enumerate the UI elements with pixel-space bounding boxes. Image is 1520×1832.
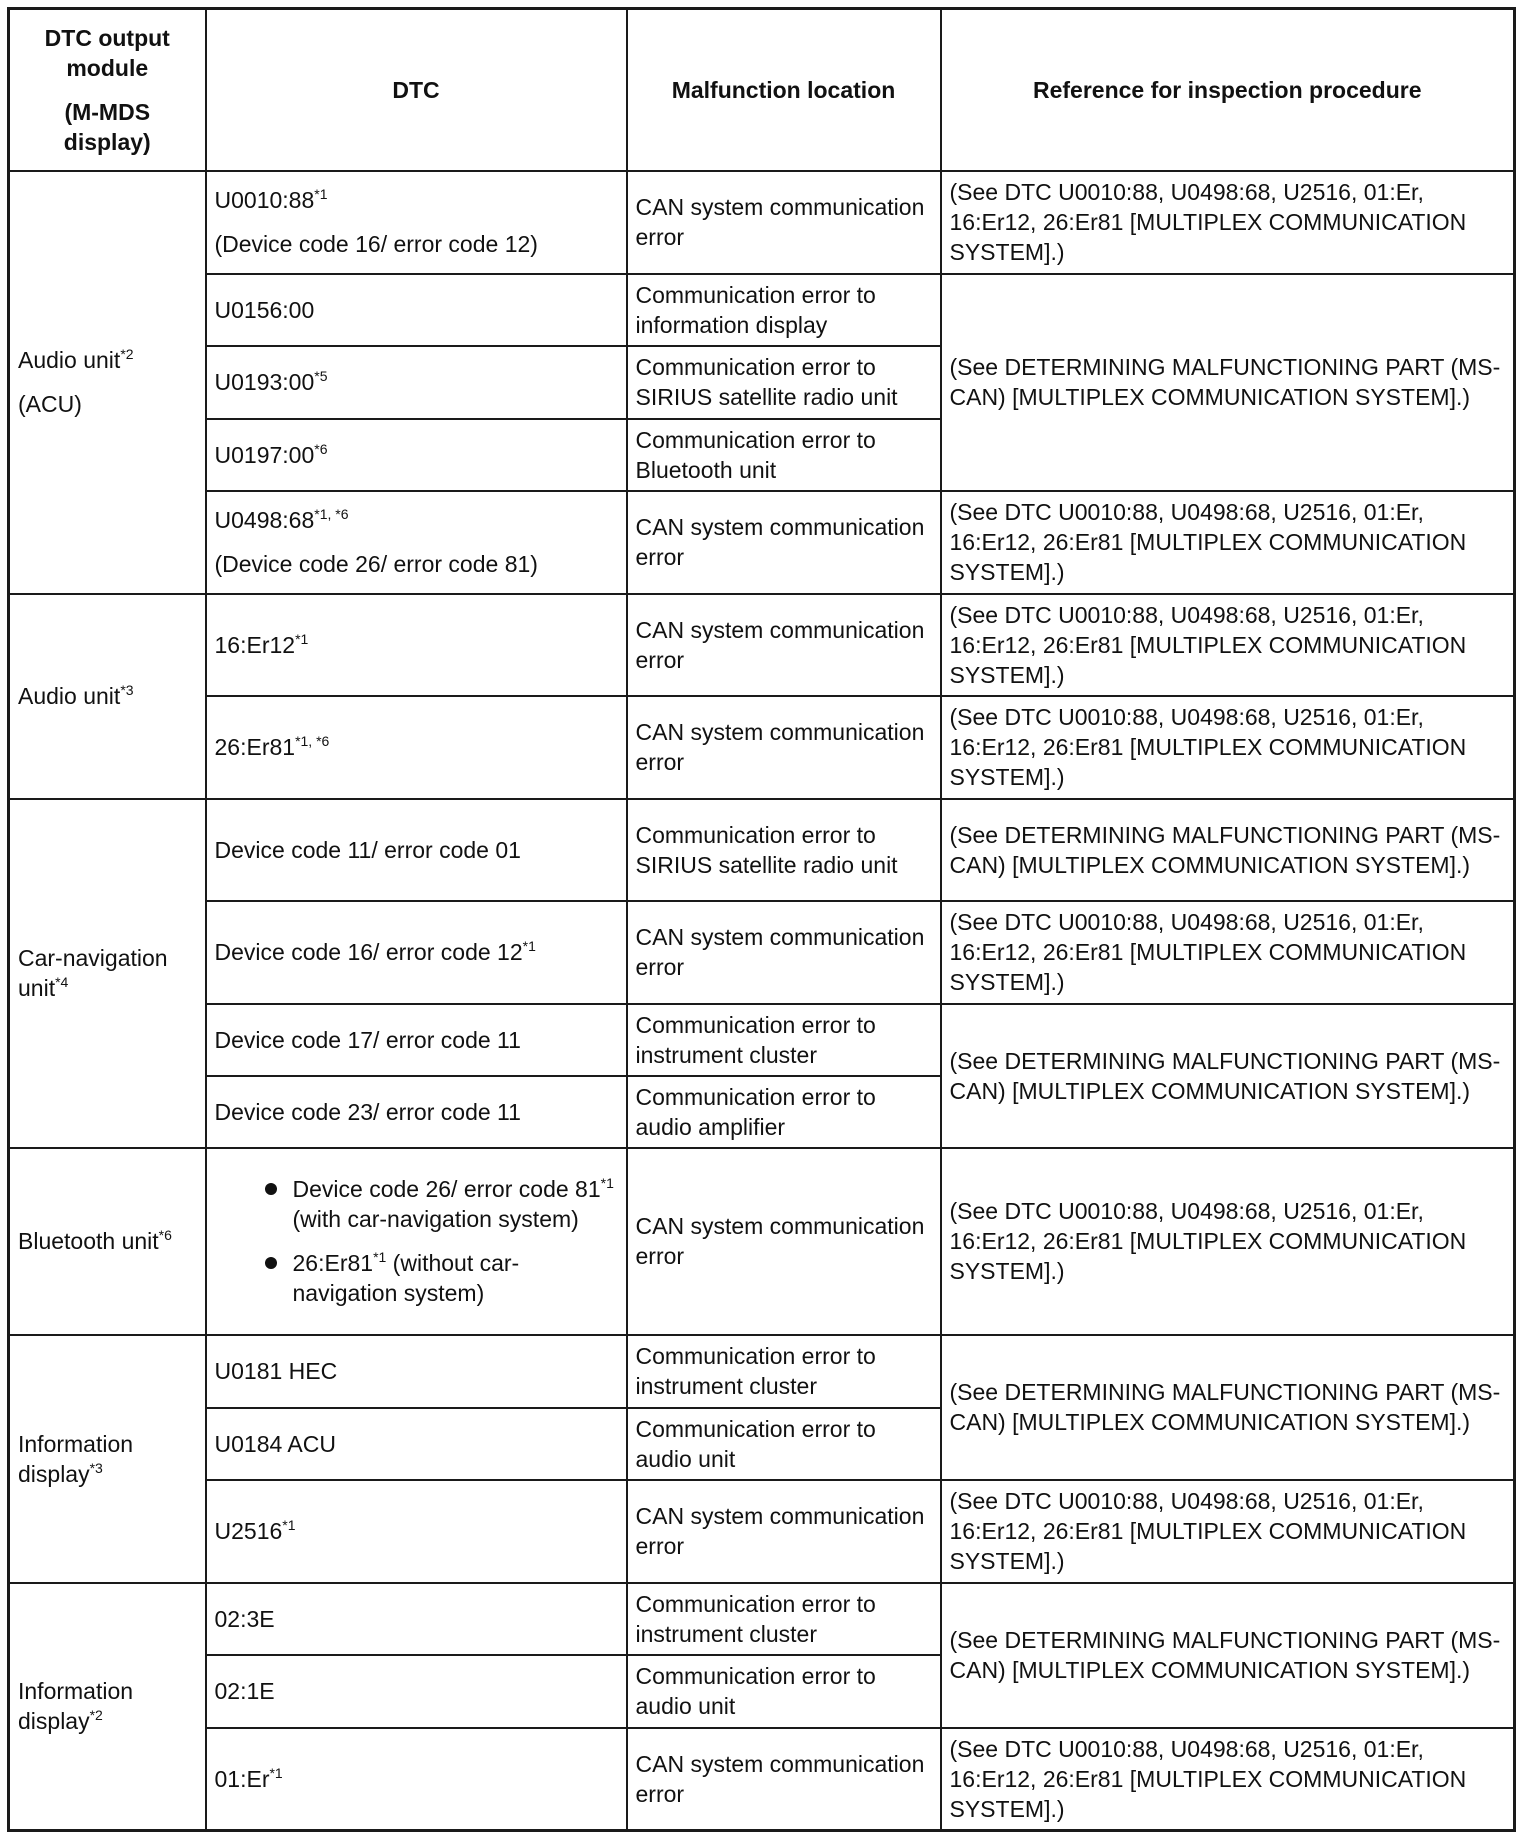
location-cell: Communication error to SIRIUS satellite radio unit <box>627 346 941 419</box>
module-cell <box>9 1583 206 1831</box>
dtc-code: Device code 23/ error code 11 <box>214 1098 521 1125</box>
dtc-code: U0498:68 <box>214 507 315 533</box>
location-cell: Communication error to audio amplifier <box>627 1076 941 1148</box>
dtc-cell <box>206 901 627 1004</box>
dtc-bullet-list <box>215 1174 618 1308</box>
reference-cell: (See DTC U0010:88, U0498:68, U2516, 01:Er, 16:Er12, 26:Er81 [MULTIPLEX COMMUNICATION SYSTEM].) <box>941 901 1515 1004</box>
dtc-code: Device code 11/ error code 01 <box>214 836 521 863</box>
table-row <box>9 274 1515 346</box>
table-row <box>9 1480 1515 1583</box>
module-subtitle: (ACU) <box>18 391 82 417</box>
dtc-code: Device code 16/ error code 12 <box>214 939 523 965</box>
dtc-subtext: (Device code 16/ error code 12) <box>214 231 538 257</box>
location-cell: Communication error to instrument cluster <box>627 1335 941 1408</box>
location-cell: CAN system communication error <box>627 594 941 696</box>
dtc-cell <box>206 1583 627 1655</box>
dtc-condition: (without car-navigation system) <box>292 1250 520 1306</box>
dtc-code: U2516 <box>214 1518 283 1544</box>
location-cell: Communication error to instrument cluster <box>627 1583 941 1655</box>
table-row <box>9 1004 1515 1076</box>
location-cell: CAN system communication error <box>627 901 941 1004</box>
reference-cell: (See DETERMINING MALFUNCTIONING PART (MS-CAN) [MULTIPLEX COMMUNICATION SYSTEM].) <box>941 274 1515 491</box>
module-name: Bluetooth unit <box>18 1228 159 1254</box>
module-cell <box>9 594 206 799</box>
dtc-code: U0156:00 <box>214 296 315 323</box>
dtc-note: *5 <box>314 368 328 384</box>
header-row <box>9 9 1515 171</box>
dtc-note: *1 <box>314 186 328 202</box>
dtc-cell <box>206 1728 627 1831</box>
dtc-cell <box>206 1004 627 1076</box>
table-row <box>9 1148 1515 1335</box>
dtc-code: 01:Er <box>214 1765 270 1792</box>
dtc-code: U0184 ACU <box>214 1430 336 1457</box>
dtc-cell <box>206 274 627 346</box>
table-row <box>9 594 1515 696</box>
dtc-code: U0197:00 <box>214 441 315 468</box>
dtc-cell <box>206 594 627 696</box>
reference-cell: (See DTC U0010:88, U0498:68, U2516, 01:Er, 16:Er12, 26:Er81 [MULTIPLEX COMMUNICATION SYSTEM].) <box>941 594 1515 696</box>
location-cell: CAN system communication error <box>627 696 941 799</box>
header-reference: Reference for inspection procedure <box>941 9 1515 171</box>
module-note: *6 <box>158 1227 172 1243</box>
dtc-code: 26:Er81 <box>292 1250 374 1276</box>
location-cell: CAN system communication error <box>627 171 941 274</box>
module-name: Information display <box>18 1678 134 1735</box>
header-module-line1: DTC output module <box>44 24 170 81</box>
location-cell: Communication error to audio unit <box>627 1408 941 1480</box>
header-location: Malfunction location <box>627 9 941 171</box>
dtc-code: 02:3E <box>214 1605 275 1632</box>
module-note: *3 <box>89 1459 103 1476</box>
module-name: Information display <box>18 1430 134 1487</box>
header-dtc: DTC <box>206 9 627 171</box>
location-cell: Communication error to audio unit <box>627 1655 941 1728</box>
module-note: *4 <box>55 974 69 990</box>
module-note: *2 <box>89 1707 103 1724</box>
dtc-note: *1, *6 <box>295 733 330 749</box>
dtc-cell <box>206 346 627 419</box>
dtc-note: *6 <box>314 440 328 457</box>
table-row <box>9 1583 1515 1655</box>
module-cell <box>9 799 206 1148</box>
table-row <box>9 901 1515 1004</box>
bullet-icon <box>265 1183 277 1195</box>
dtc-code: 26:Er81 <box>214 734 296 760</box>
bullet-icon <box>265 1257 277 1269</box>
dtc-note: *1 <box>522 938 536 954</box>
dtc-cell <box>206 696 627 799</box>
reference-cell: (See DETERMINING MALFUNCTIONING PART (MS-CAN) [MULTIPLEX COMMUNICATION SYSTEM].) <box>941 1335 1515 1480</box>
location-cell: Communication error to SIRIUS satellite radio unit <box>627 799 941 901</box>
dtc-subtext: (Device code 26/ error code 81) <box>214 551 538 577</box>
dtc-note: *1 <box>269 1764 283 1781</box>
dtc-code: U0010:88 <box>214 187 315 213</box>
dtc-code: 02:1E <box>214 1678 275 1704</box>
reference-cell: (See DETERMINING MALFUNCTIONING PART (MS-CAN) [MULTIPLEX COMMUNICATION SYSTEM].) <box>941 799 1515 901</box>
reference-cell: (See DETERMINING MALFUNCTIONING PART (MS-CAN) [MULTIPLEX COMMUNICATION SYSTEM].) <box>941 1583 1515 1728</box>
dtc-note: *1 <box>295 630 309 647</box>
reference-cell: (See DTC U0010:88, U0498:68, U2516, 01:Er, 16:Er12, 26:Er81 [MULTIPLEX COMMUNICATION SYSTEM].) <box>941 1728 1515 1831</box>
location-cell: CAN system communication error <box>627 1148 941 1335</box>
reference-cell: (See DTC U0010:88, U0498:68, U2516, 01:Er, 16:Er12, 26:Er81 [MULTIPLEX COMMUNICATION SYSTEM].) <box>941 491 1515 594</box>
module-cell <box>9 1335 206 1583</box>
list-item <box>215 1174 618 1234</box>
module-cell <box>9 171 206 594</box>
table-row <box>9 171 1515 274</box>
dtc-cell <box>206 799 627 901</box>
dtc-cell <box>206 1148 627 1335</box>
dtc-cell <box>206 419 627 491</box>
location-cell: CAN system communication error <box>627 1480 941 1583</box>
dtc-code: 16:Er12 <box>214 631 296 658</box>
module-name: Audio unit <box>18 347 121 373</box>
module-name: Car-navigation unit <box>18 945 168 1001</box>
dtc-cell <box>206 1408 627 1480</box>
reference-cell: (See DETERMINING MALFUNCTIONING PART (MS-CAN) [MULTIPLEX COMMUNICATION SYSTEM].) <box>941 1004 1515 1148</box>
module-note: *3 <box>120 682 134 698</box>
dtc-code: U0193:00 <box>214 369 315 395</box>
location-cell: Communication error to Bluetooth unit <box>627 419 941 491</box>
dtc-cell <box>206 491 627 594</box>
location-cell: Communication error to information display <box>627 274 941 346</box>
dtc-note: *1 <box>373 1249 387 1265</box>
dtc-code: Device code 17/ error code 11 <box>214 1026 521 1053</box>
module-note: *2 <box>120 346 134 362</box>
header-module <box>9 9 206 171</box>
dtc-note: *1 <box>282 1517 296 1533</box>
location-cell: Communication error to instrument cluster <box>627 1004 941 1076</box>
reference-cell: (See DTC U0010:88, U0498:68, U2516, 01:Er, 16:Er12, 26:Er81 [MULTIPLEX COMMUNICATION SYSTEM].) <box>941 696 1515 799</box>
list-item <box>215 1248 618 1308</box>
reference-cell: (See DTC U0010:88, U0498:68, U2516, 01:Er, 16:Er12, 26:Er81 [MULTIPLEX COMMUNICATION SYSTEM].) <box>941 1148 1515 1335</box>
table-row <box>9 491 1515 594</box>
module-cell <box>9 1148 206 1335</box>
location-cell: CAN system communication error <box>627 491 941 594</box>
dtc-code: Device code 26/ error code 81 <box>292 1176 601 1202</box>
header-module-line2: (M-MDS display) <box>63 98 151 155</box>
location-cell: CAN system communication error <box>627 1728 941 1831</box>
dtc-note: *1 <box>600 1175 614 1191</box>
reference-cell: (See DTC U0010:88, U0498:68, U2516, 01:Er, 16:Er12, 26:Er81 [MULTIPLEX COMMUNICATION SYSTEM].) <box>941 1480 1515 1583</box>
dtc-cell <box>206 1076 627 1148</box>
table-row <box>9 799 1515 901</box>
dtc-table <box>7 7 1516 1832</box>
module-name: Audio unit <box>18 683 121 709</box>
reference-cell: (See DTC U0010:88, U0498:68, U2516, 01:Er, 16:Er12, 26:Er81 [MULTIPLEX COMMUNICATION SYSTEM].) <box>941 171 1515 274</box>
table-row <box>9 696 1515 799</box>
dtc-code: U0181 HEC <box>214 1358 338 1384</box>
dtc-condition: (with car-navigation system) <box>292 1206 579 1232</box>
dtc-cell <box>206 171 627 274</box>
dtc-cell <box>206 1655 627 1728</box>
dtc-cell <box>206 1480 627 1583</box>
table-row <box>9 1728 1515 1831</box>
table-row <box>9 1335 1515 1408</box>
dtc-cell <box>206 1335 627 1408</box>
dtc-note: *1, *6 <box>314 506 349 522</box>
